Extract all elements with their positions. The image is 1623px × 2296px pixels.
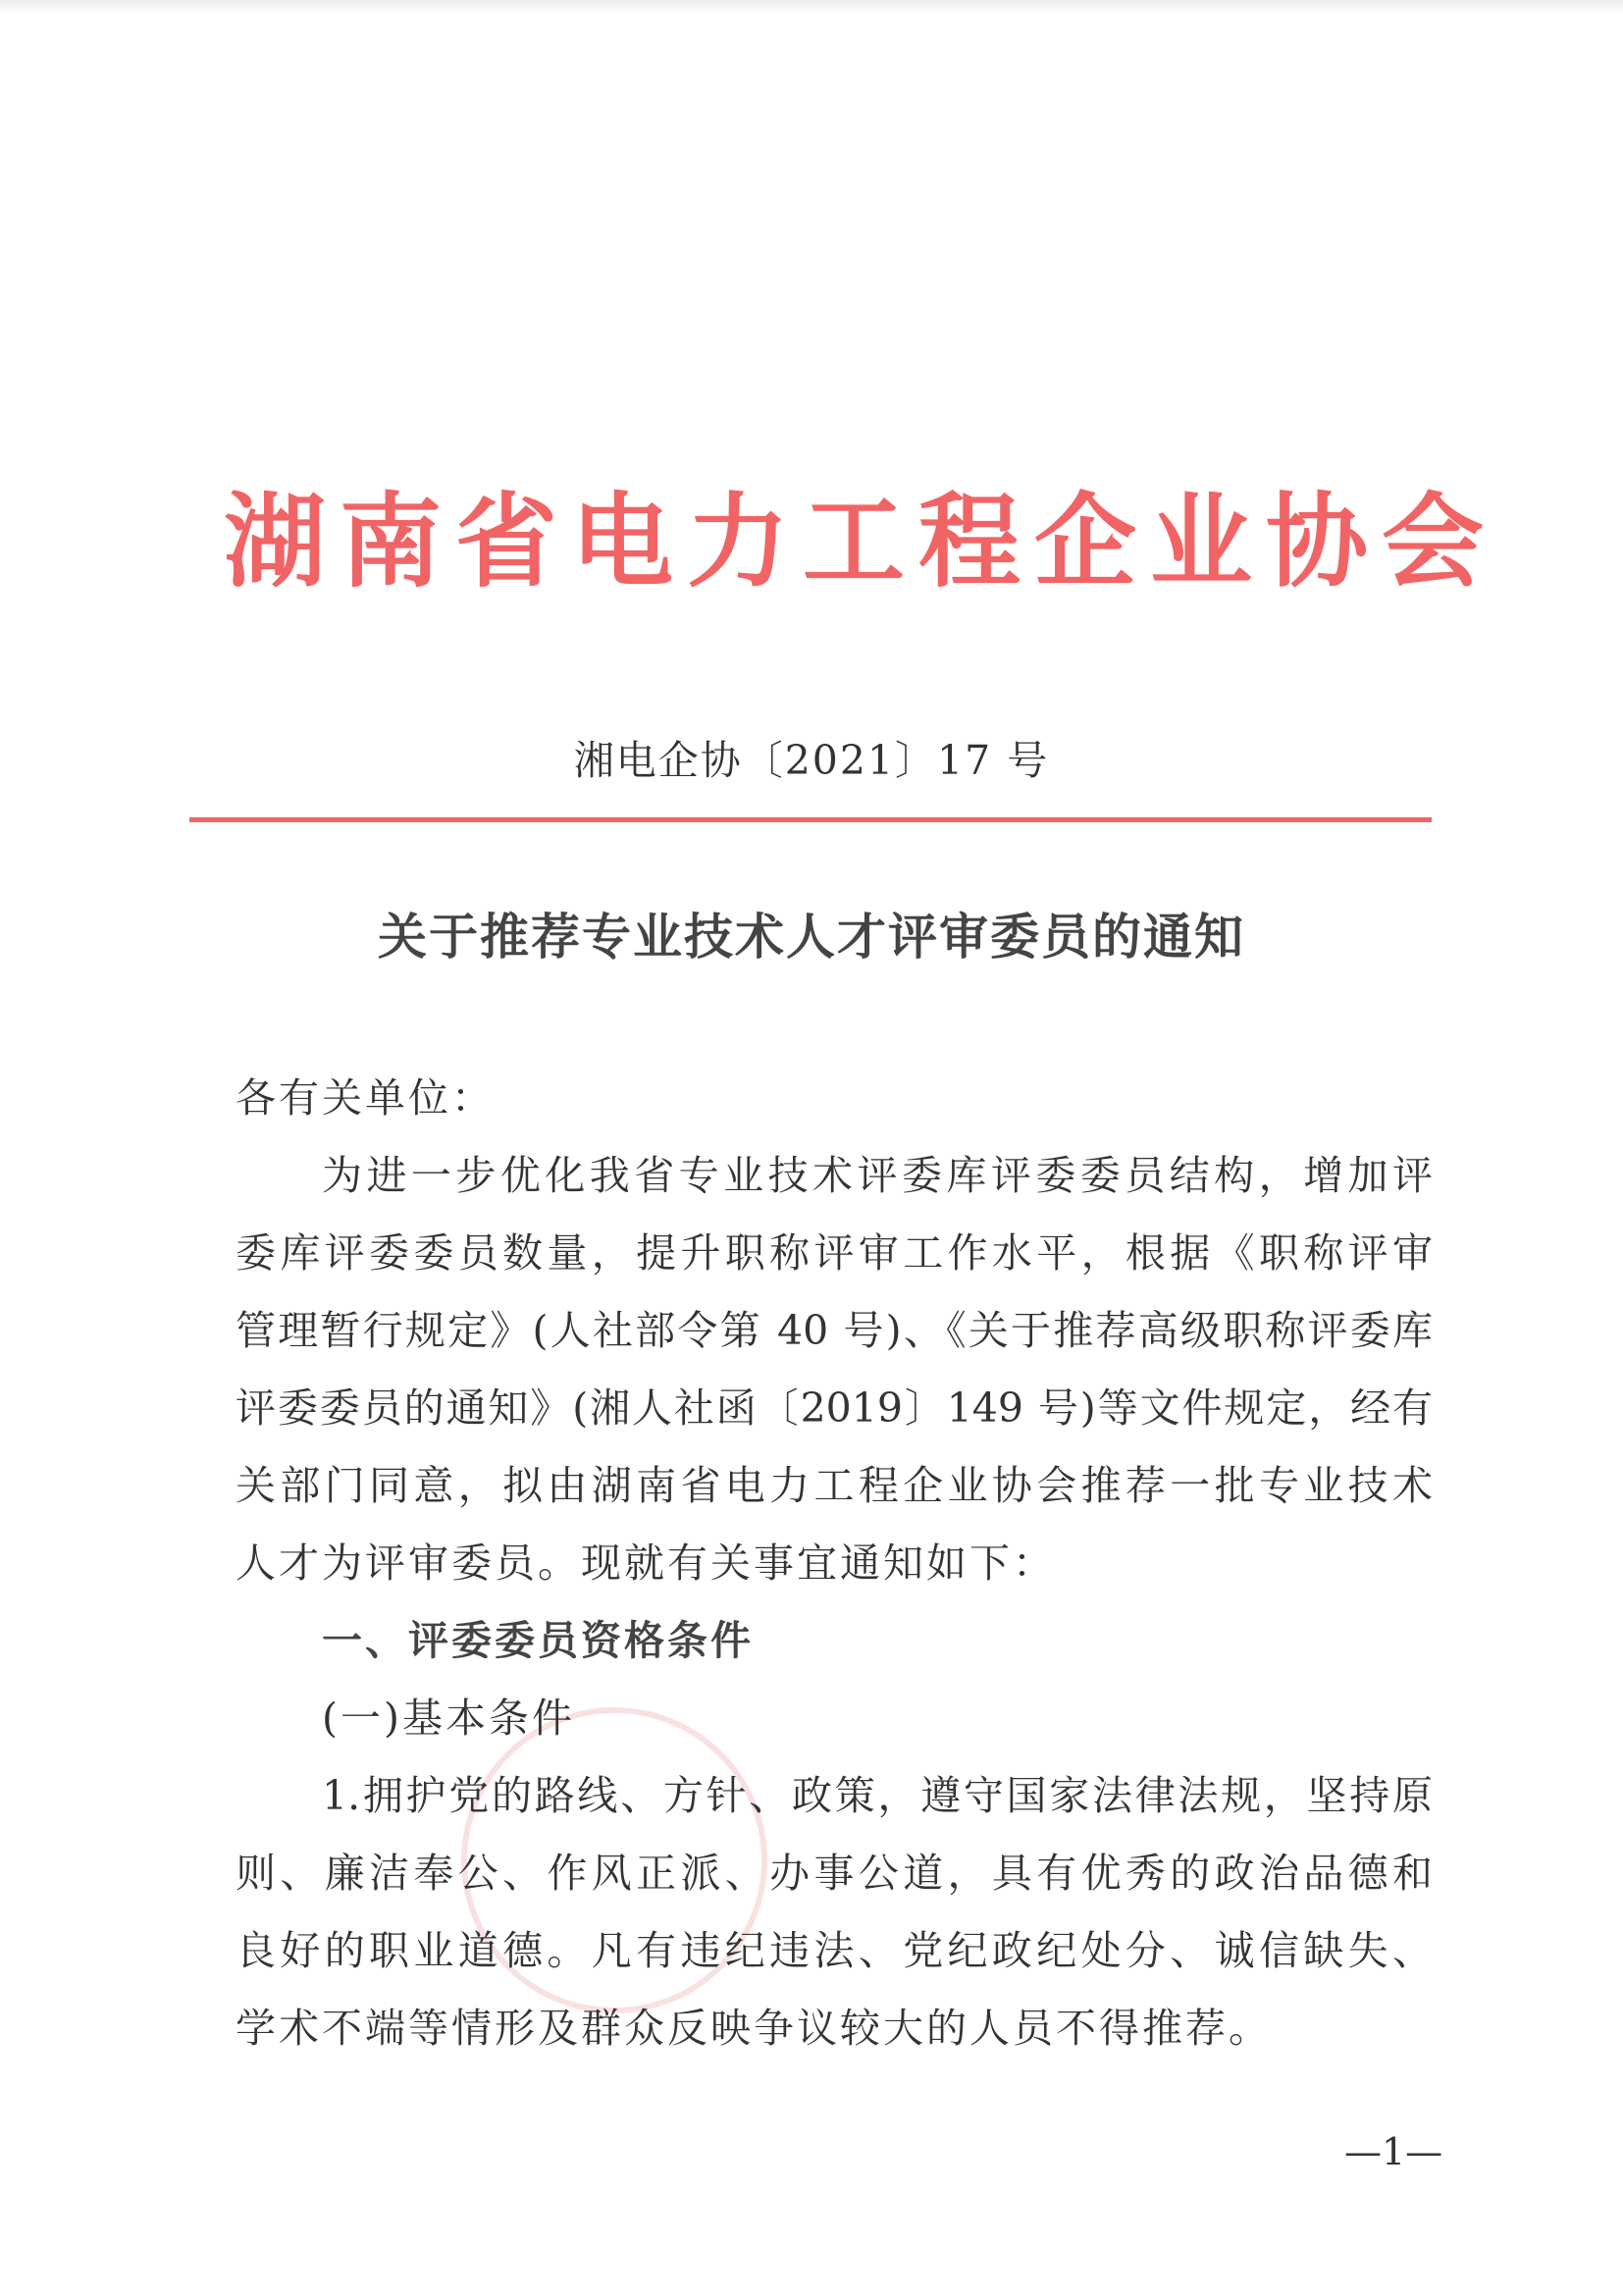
document-body [236, 1060, 1433, 2067]
section-heading: 一、评委委员资格条件 [322, 1617, 754, 1664]
item-line: 良好的职业道德。凡有违纪违法、党纪政纪处分、诚信缺失、 [236, 1927, 1433, 1974]
document-title: 关于推荐专业技术人才评审委员的通知 [378, 909, 1245, 965]
paragraph-line: 人才为评审委员。现就有关事宜通知如下： [236, 1539, 1056, 1587]
paragraph-line: 为进一步优化我省专业技术评委库评委委员结构，增加评 [322, 1152, 1433, 1199]
paragraph-line: 管理暂行规定》(人社部令第 40 号)、《关于推荐高级职称评委库 [236, 1307, 1433, 1354]
item-line: 学术不端等情形及群众反映争议较大的人员不得推荐。 [236, 2005, 1272, 2052]
paragraph-line: 委库评委委员数量，提升职称评审工作水平，根据《职称评审 [236, 1229, 1433, 1277]
subsection-heading: (一)基本条件 [322, 1695, 575, 1742]
item-line: 1.拥护党的路线、方针、政策，遵守国家法律法规，坚持原 [322, 1772, 1433, 1819]
item-line: 则、廉洁奉公、作风正派、办事公道，具有优秀的政治品德和 [236, 1850, 1433, 1897]
scan-edge [0, 0, 1623, 14]
paragraph-line: 评委委员的通知》(湘人社函〔2019〕149 号)等文件规定，经有 [236, 1384, 1433, 1432]
paragraph-line: 关部门同意，拟由湖南省电力工程企业协会推荐一批专业技术 [236, 1462, 1433, 1509]
salutation: 各有关单位： [236, 1074, 495, 1122]
red-divider-line [189, 817, 1432, 822]
page-number: —1— [1344, 2130, 1443, 2173]
document-number: 湘电企协〔2021〕17 号 [573, 737, 1050, 784]
organization-letterhead: 湖南省电力工程企业协会 [224, 482, 1498, 601]
